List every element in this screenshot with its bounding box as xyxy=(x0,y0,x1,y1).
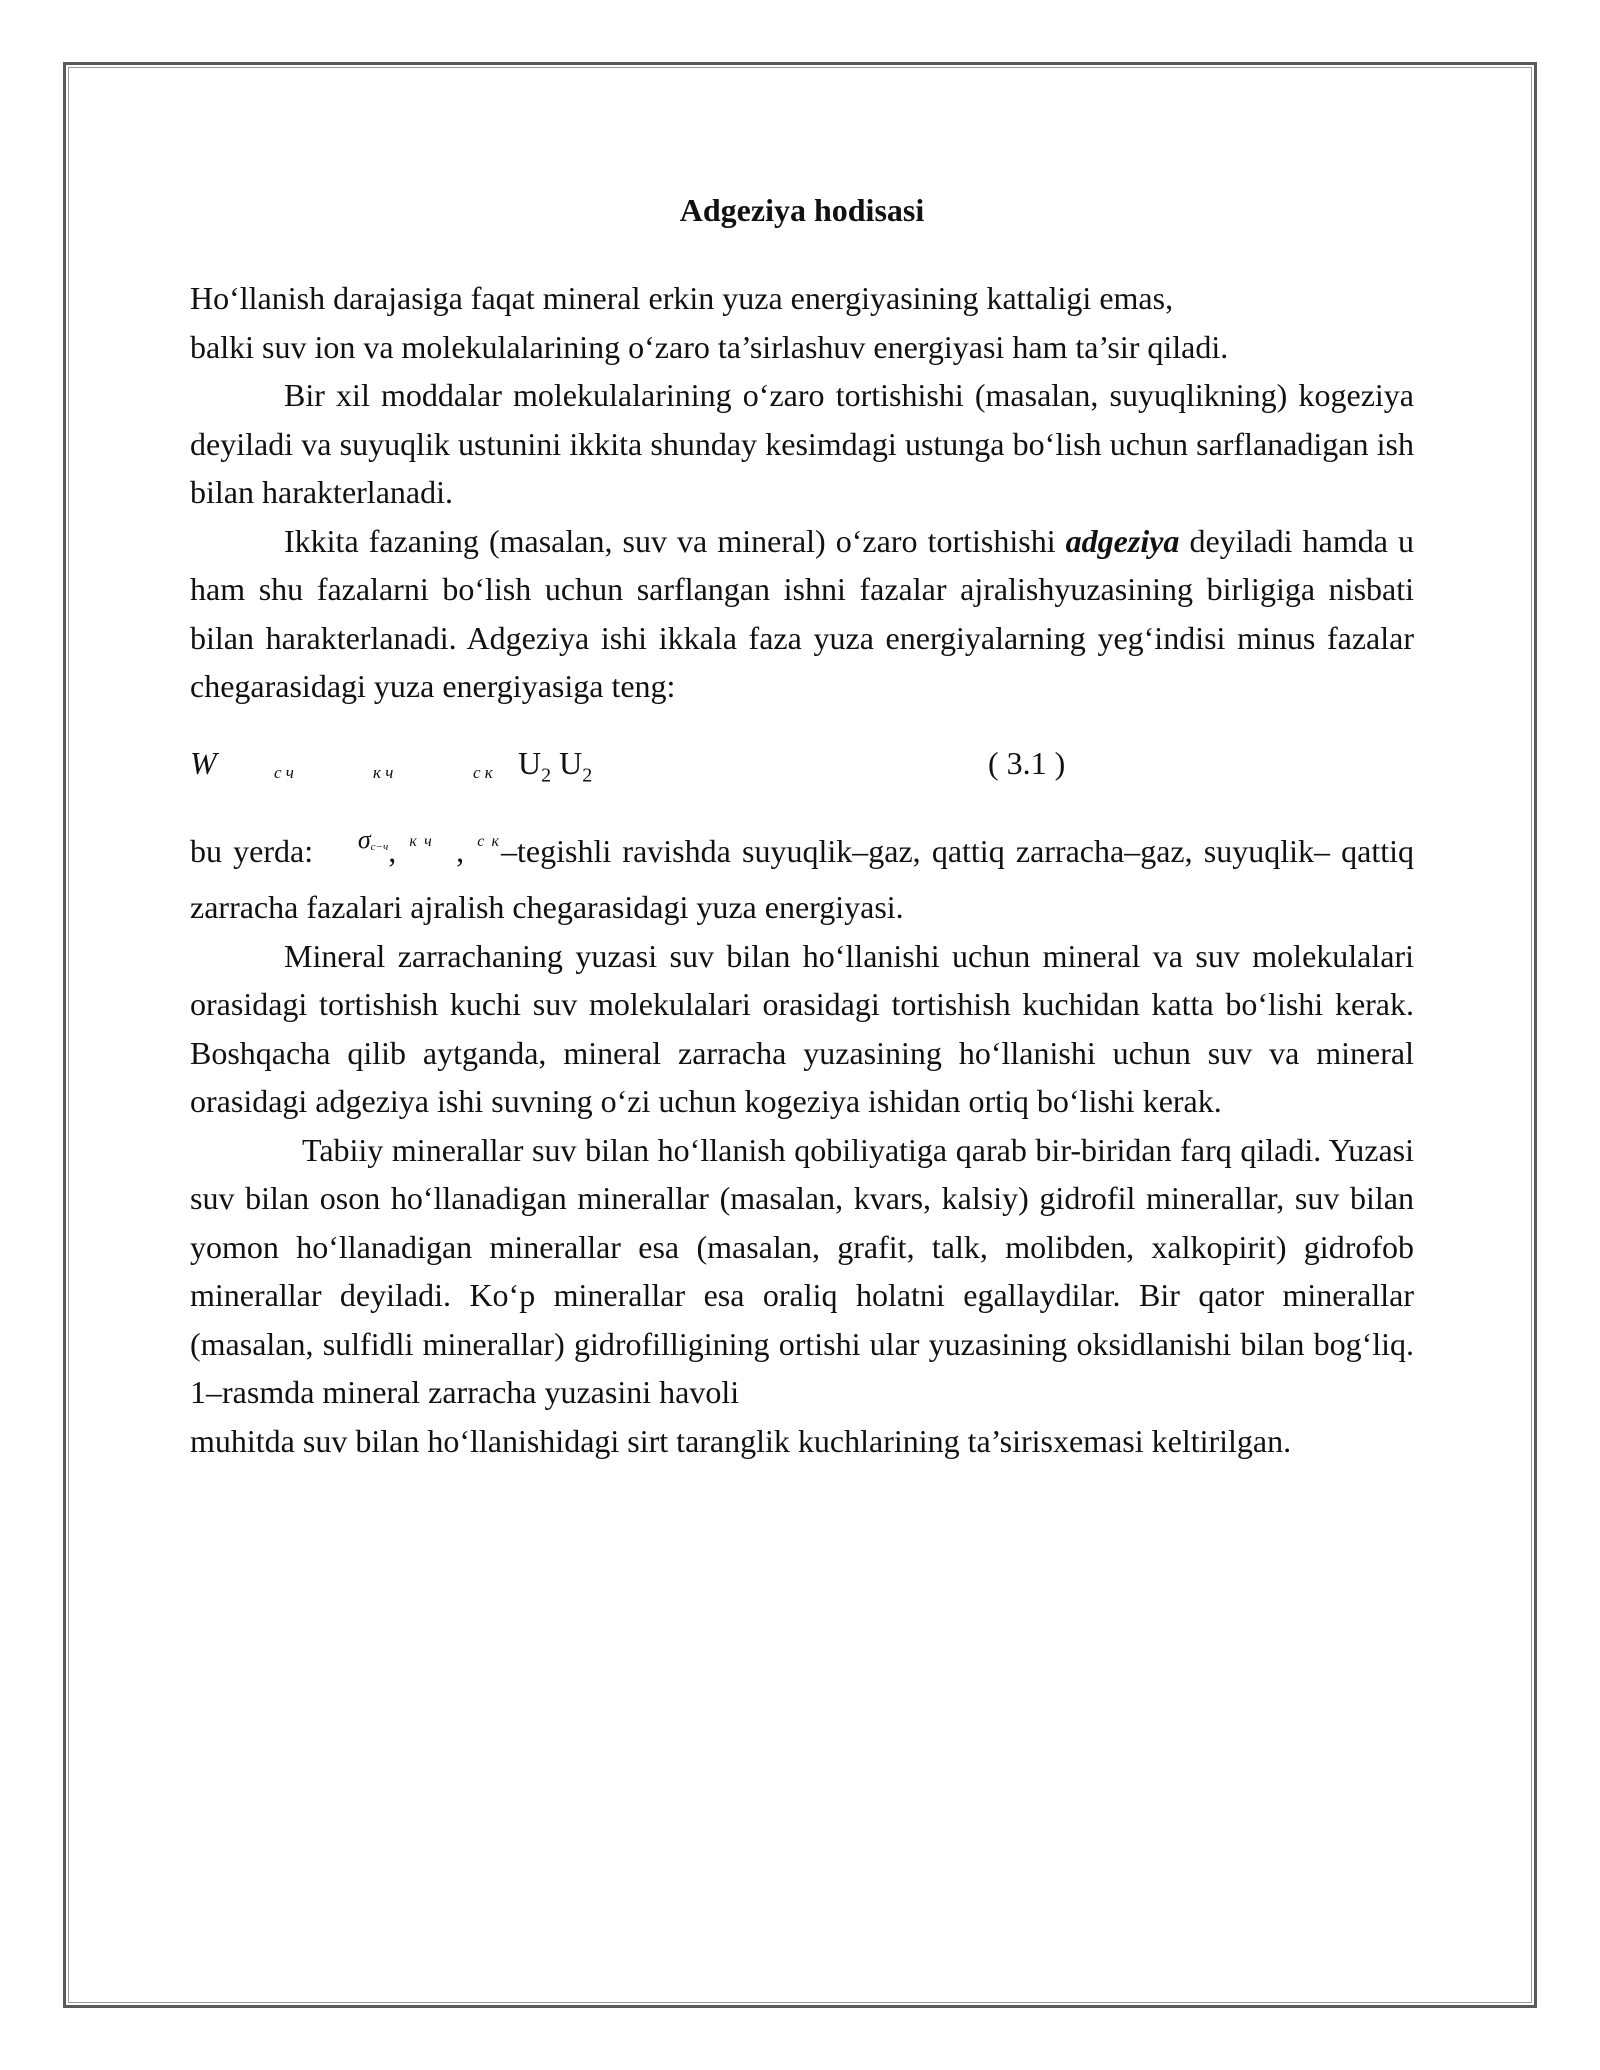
page-title: Adgeziya hodisasi xyxy=(679,192,925,228)
document-body xyxy=(190,186,1414,1465)
formula-u-subscript-1: 2 xyxy=(541,763,552,786)
formula-3-1 xyxy=(190,739,1414,787)
comma-1: , xyxy=(388,832,397,869)
formula-u-subscript-2: 2 xyxy=(582,763,593,786)
sigma-symbol: σ xyxy=(357,824,371,854)
subscript-sk: с к xyxy=(477,832,500,850)
formula-number: ( 3.1 ) xyxy=(988,744,1066,781)
sigma-subscript: с−ч xyxy=(370,840,389,853)
paragraph-6: Tabiiy minerallar suv bilan ho‘llanish qobiliyatiga qarab bir-biridan farq qiladi. Yuzasi suv bilan oson ho‘llanadigan minerallar (masalan, kvars, kalsiy) gidrofil minerallar, suv bilan yomon ho‘llanadigan minerallar esa (masalan, grafit, talk, molibden, xalkopirit) gidrofob minerallar deyiladi. Ko‘p minerallar esa oraliq holatni egallaydilar. Bir qator minerallar (masalan, sulfidli minerallar) gidrofilligining ortishi ular yuzasining oksidlanishi bilan bog‘liq. 1–rasmda mineral zarracha yuzasini havoli xyxy=(190,1131,1414,1410)
paragraph-2: Bir xil moddalar molekulalarining o‘zaro tortishishi (masalan, suyuqlikning) kogeziya deyiladi va suyuqlik ustunini ikkita shunday kesimdagi ustunga bo‘lish uchun sarflanadigan ish bilan harakterlanadi. xyxy=(190,377,1414,510)
formula-subscript-2: к ч xyxy=(373,762,394,782)
paragraph-3-start: Ikkita fazaning (masalan, suv va mineral) o‘zaro tortishishi xyxy=(284,522,1066,559)
formula-u-terms xyxy=(518,739,592,800)
paragraph-4 xyxy=(190,824,1415,932)
formula-subscript-1: с ч xyxy=(274,762,294,782)
paragraph-7: muhitda suv bilan ho‘llanishidagi sirt taranglik kuchlarining ta’sirisxemasi keltirilgan. xyxy=(190,1422,1292,1459)
paragraph-1-line-2: balki suv ion va molekulalarining o‘zaro ta’sirlashuv energiyasi ham ta’sir qiladi. xyxy=(190,328,1229,365)
formula-u-letter-1: U xyxy=(518,744,542,781)
paragraph-3-end: deyiladi hamda u ham shu fazalarni bo‘lish uchun sarflangan ishni fazalar ajralishyuzasining birligiga nisbati bilan harakterlanadi. Adgeziya ishi ikkala faza yuza energiyalarning yeg‘indisi minus fazalar chegarasidagi yuza energiyasiga teng: xyxy=(190,522,1415,704)
comma-2: , xyxy=(456,832,465,869)
formula-u-letter-2: U xyxy=(559,744,583,781)
paragraph-4-rest: –tegishli ravishda suyuqlik–gaz, qattiq zarracha–gaz, suyuqlik– qattiq zarracha fazalari ajralish chegarasidagi yuza energiyasi. xyxy=(190,832,1415,925)
subscript-kch: к ч xyxy=(409,832,432,850)
paragraph-3 xyxy=(190,517,1414,711)
paragraph-5: Mineral zarrachaning yuzasi suv bilan ho‘llanishi uchun mineral va suv molekulalari orasidagi tortishish kuchi suv molekulalari orasidagi tortishish kuchidan katta bo‘lishi kerak. Boshqacha qilib aytganda, mineral zarracha yuzasining ho‘llanishi uchun suv va mineral orasidagi adgeziya ishi suvning o‘zi uchun kogeziya ishidan ortiq bo‘lishi kerak. xyxy=(190,937,1414,1119)
adgeziya-term: adgeziya xyxy=(1065,522,1180,559)
formula-subscript-3: с к xyxy=(473,762,493,782)
formula-w-symbol: W xyxy=(190,744,217,781)
paragraph-4-lead: bu yerda: xyxy=(190,832,314,869)
paragraph-1-line-1: Ho‘llanish darajasiga faqat mineral erkin yuza energiyasining kattaligi emas, xyxy=(190,280,1174,316)
